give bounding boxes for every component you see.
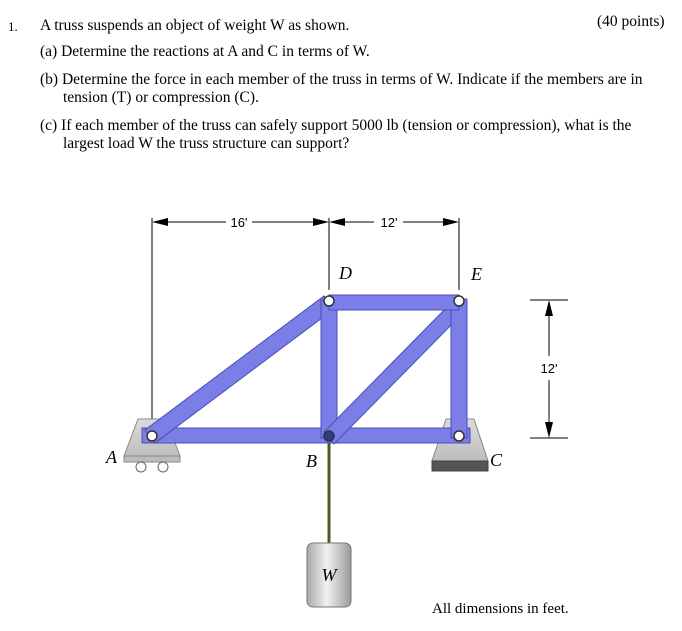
label-C: C	[490, 450, 503, 470]
part-a: (a) Determine the reactions at A and C in terms of W.	[40, 43, 370, 60]
points-label: (40 points)	[597, 13, 665, 30]
pin-E	[454, 296, 464, 306]
problem-statement: A truss suspends an object of weight W as shown.	[40, 17, 350, 34]
label-B: B	[306, 451, 317, 471]
member-CE	[451, 299, 467, 438]
member-AD	[145, 296, 334, 443]
pin-A	[147, 431, 157, 441]
label-A: A	[106, 447, 117, 467]
part-c-line2: largest load W the truss structure can support?	[63, 135, 350, 152]
member-BE	[324, 301, 463, 444]
label-D: D	[339, 263, 352, 283]
pin-D	[324, 296, 334, 306]
dim-label-16: 16'	[230, 215, 248, 230]
dimensions-note: All dimensions in feet.	[432, 601, 569, 617]
member-AC	[142, 428, 470, 443]
member-BD	[321, 300, 337, 438]
dim-label-12-top: 12'	[380, 215, 398, 230]
label-E: E	[471, 264, 482, 284]
pin-B	[324, 431, 334, 441]
part-b-line1: (b) Determine the force in each member of the truss in terms of W. Indicate if the members are in	[40, 71, 643, 88]
truss-members	[142, 295, 470, 444]
dim-label-12-right: 12'	[540, 361, 558, 376]
member-DE	[329, 295, 459, 310]
pin-C	[454, 431, 464, 441]
problem-number: 1.	[8, 19, 18, 34]
weight-label: W	[321, 565, 337, 585]
part-c-line1: (c) If each member of the truss can safely support 5000 lb (tension or compression), what is the	[40, 117, 632, 134]
part-b-line2: tension (T) or compression (C).	[63, 89, 259, 106]
